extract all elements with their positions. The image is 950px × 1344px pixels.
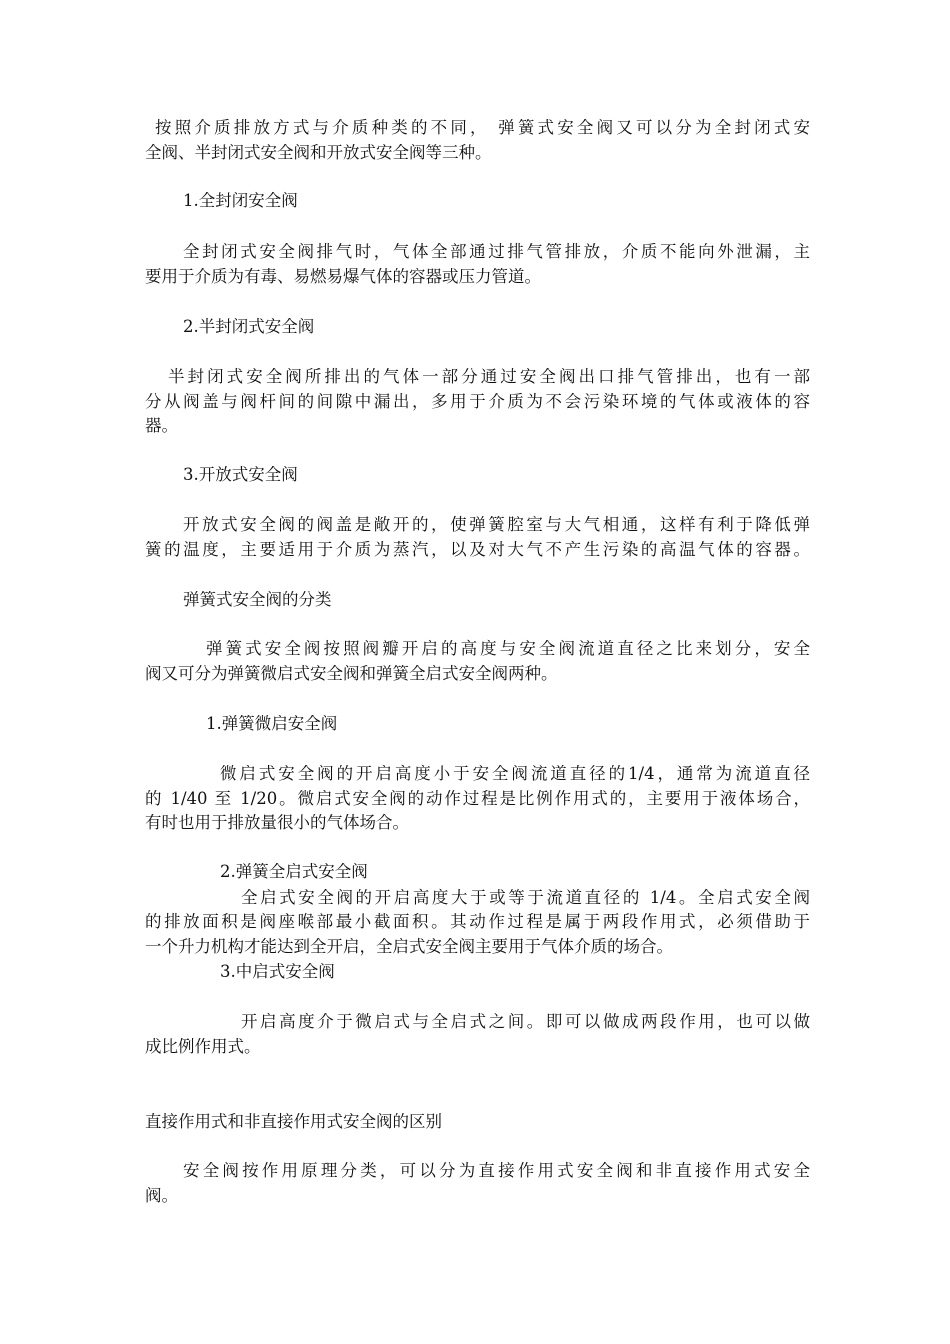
intro-line-2: 全阀、半封闭式安全阀和开放式安全阀等三种。 [145, 143, 492, 162]
heading-semi-sealed-valve: 2.半封闭式安全阀 [183, 317, 315, 336]
heading-spring-classification: 弹簧式安全阀的分类 [183, 590, 332, 609]
open-body-line-1: 开放式安全阀的阀盖是敞开的，使弹簧腔室与大气相通，这样有利于降低弹 [183, 515, 810, 534]
mid-body-line-2: 成比例作用式。 [145, 1037, 261, 1056]
full-body-line-3: 一个升力机构才能达到全开启，全启式安全阀主要用于气体介质的场合。 [145, 937, 673, 956]
semi-body-line-3: 器。 [145, 416, 178, 435]
classification-body-line-2: 阀又可分为弹簧微启式安全阀和弹簧全启式安全阀两种。 [145, 664, 558, 683]
heading-full-lift-valve: 2.弹簧全启式安全阀 [220, 862, 368, 881]
heading-direct-vs-indirect: 直接作用式和非直接作用式安全阀的区别 [145, 1112, 442, 1131]
heading-mid-lift-valve: 3.中启式安全阀 [220, 962, 335, 981]
intro-line-1: 按照介质排放方式与介质种类的不同， 弹簧式安全阀又可以分为全封闭式安 [155, 118, 810, 137]
heading-micro-lift-valve: 1.弹簧微启安全阀 [206, 714, 338, 733]
direct-body-line-1: 安全阀按作用原理分类，可以分为直接作用式安全阀和非直接作用式安全 [183, 1161, 810, 1180]
sealed-body-line-2: 要用于介质为有毒、易燃易爆气体的容器或压力管道。 [145, 267, 541, 286]
micro-body-line-2: 的 1/40 至 1/20。微启式安全阀的动作过程是比例作用式的，主要用于液体场合， [145, 789, 810, 808]
heading-open-valve: 3.开放式安全阀 [183, 465, 298, 484]
open-body-line-2: 簧的温度，主要适用于介质为蒸汽，以及对大气不产生污染的高温气体的容器。 [145, 540, 810, 559]
semi-body-line-2: 分从阀盖与阀杆间的间隙中漏出，多用于介质为不会污染环境的气体或液体的容 [145, 392, 810, 411]
full-body-line-1: 全启式安全阀的开启高度大于或等于流道直径的 1/4。全启式安全阀 [241, 888, 810, 907]
micro-body-line-1: 微启式安全阀的开启高度小于安全阀流道直径的1/4，通常为流道直径 [220, 764, 810, 783]
heading-sealed-valve: 1.全封闭安全阀 [183, 191, 298, 210]
micro-body-line-3: 有时也用于排放量很小的气体场合。 [145, 813, 409, 832]
full-body-line-2: 的排放面积是阀座喉部最小截面积。其动作过程是属于两段作用式，必须借助于 [145, 912, 810, 931]
semi-body-line-1: 半封闭式安全阀所排出的气体一部分通过安全阀出口排气管排出，也有一部 [168, 367, 810, 386]
direct-body-line-2: 阀。 [145, 1186, 178, 1205]
mid-body-line-1: 开启高度介于微启式与全启式之间。即可以做成两段作用，也可以做 [241, 1012, 810, 1031]
classification-body-line-1: 弹簧式安全阀按照阀瓣开启的高度与安全阀流道直径之比来划分，安全 [206, 639, 810, 658]
sealed-body-line-1: 全封闭式安全阀排气时，气体全部通过排气管排放，介质不能向外泄漏，主 [183, 242, 810, 261]
